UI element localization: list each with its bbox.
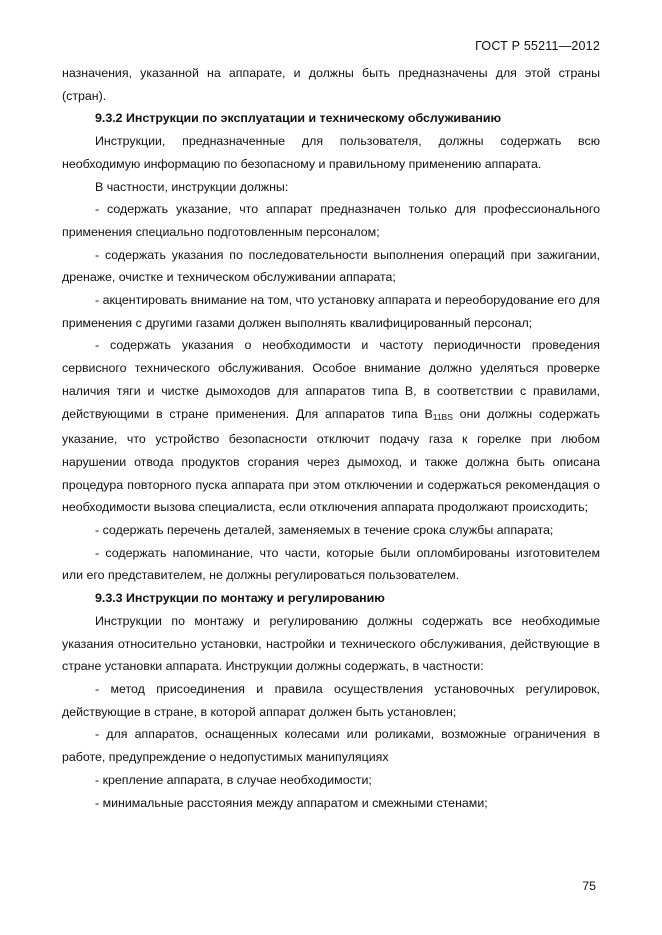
paragraph-installation-intro: Инструкции по монтажу и регулированию должны содержать все необходимые указания относительно установки, настройки и технического обслуживания, действующие в стране установки аппарата. Инструкции должны содержать, в частности: (62, 613, 600, 674)
list-item-professional-use: - содержать указание, что аппарат предназначен только для профессионального применения специально подготовленным персоналом; (62, 202, 600, 239)
list-item-service-periodicity (62, 334, 600, 519)
list-item-replaceable-parts: - содержать перечень деталей, заменяемых в течение срока службы аппарата; (95, 523, 554, 538)
list-item-operations-sequence: - содержать указания по последовательности выполнения операций при зажигании, дренаже, очистке и техническом обслуживании аппарата; (62, 247, 600, 285)
section-heading-9-3-2: 9.3.2 Инструкции по эксплуатации и техническому обслуживанию (95, 111, 502, 126)
list-item-qualified-personnel: - акцентировать внимание на том, что установку аппарата и переоборудование его для применения с другими газами должен выполнять квалифицированный персонал; (62, 293, 600, 330)
text-part: они должны содержать указание, что устройство безопасности отключит подачу газа к горелке при любом нарушении отвода продуктов сгорания через дымоход, и также должна быть описана процедура повторного пуска аппарата при этом отключении и содержаться рекомендация о необходимости вызова специалиста, если отключения аппарата продолжают происходить; (62, 406, 600, 515)
document-body (62, 62, 600, 814)
list-item-fastening: - крепление аппарата, в случае необходимости; (95, 772, 372, 787)
subscript-type: 11BS (432, 411, 453, 422)
section-heading-9-3-3: 9.3.3 Инструкции по монтажу и регулированию (95, 591, 385, 606)
page-number: 75 (582, 879, 596, 893)
list-item-sealed-parts: - содержать напоминание, что части, которые были опломбированы изготовителем или его представителем, не должны регулироваться пользователем. (62, 545, 600, 583)
paragraph-instructions-intro: Инструкции, предназначенные для пользователя, должны содержать всю необходимую информацию по безопасному и правильному применению аппарата. (62, 134, 600, 171)
paragraph-continuation: назначения, указанной на аппарате, и должны быть предназначены для этой страны (стран). (62, 66, 600, 103)
list-item-wheels-limits: - для аппаратов, оснащенных колесами или роликами, возможные ограничения в работе, предупреждение о недопустимых манипуляциях (62, 727, 600, 765)
paragraph-in-particular: В частности, инструкции должны: (95, 179, 289, 194)
list-item-min-distances: - минимальные расстояния между аппаратом и смежными стенами; (95, 795, 488, 810)
list-item-connection-method: - метод присоединения и правила осуществления установочных регулировок, действующие в стране, в которой аппарат должен быть установлен; (62, 681, 600, 719)
text-part: - содержать указания о необходимости и частоту периодичности проведения сервисного технического обслуживания. Особое внимание должно уделяться проверке наличия тяги и чистке дымоходов для аппаратов типа B, в соответствии с правилами, действующими в стране применения. Для аппаратов типа B (62, 338, 600, 421)
document-code-header: ГОСТ Р 55211—2012 (475, 39, 600, 53)
